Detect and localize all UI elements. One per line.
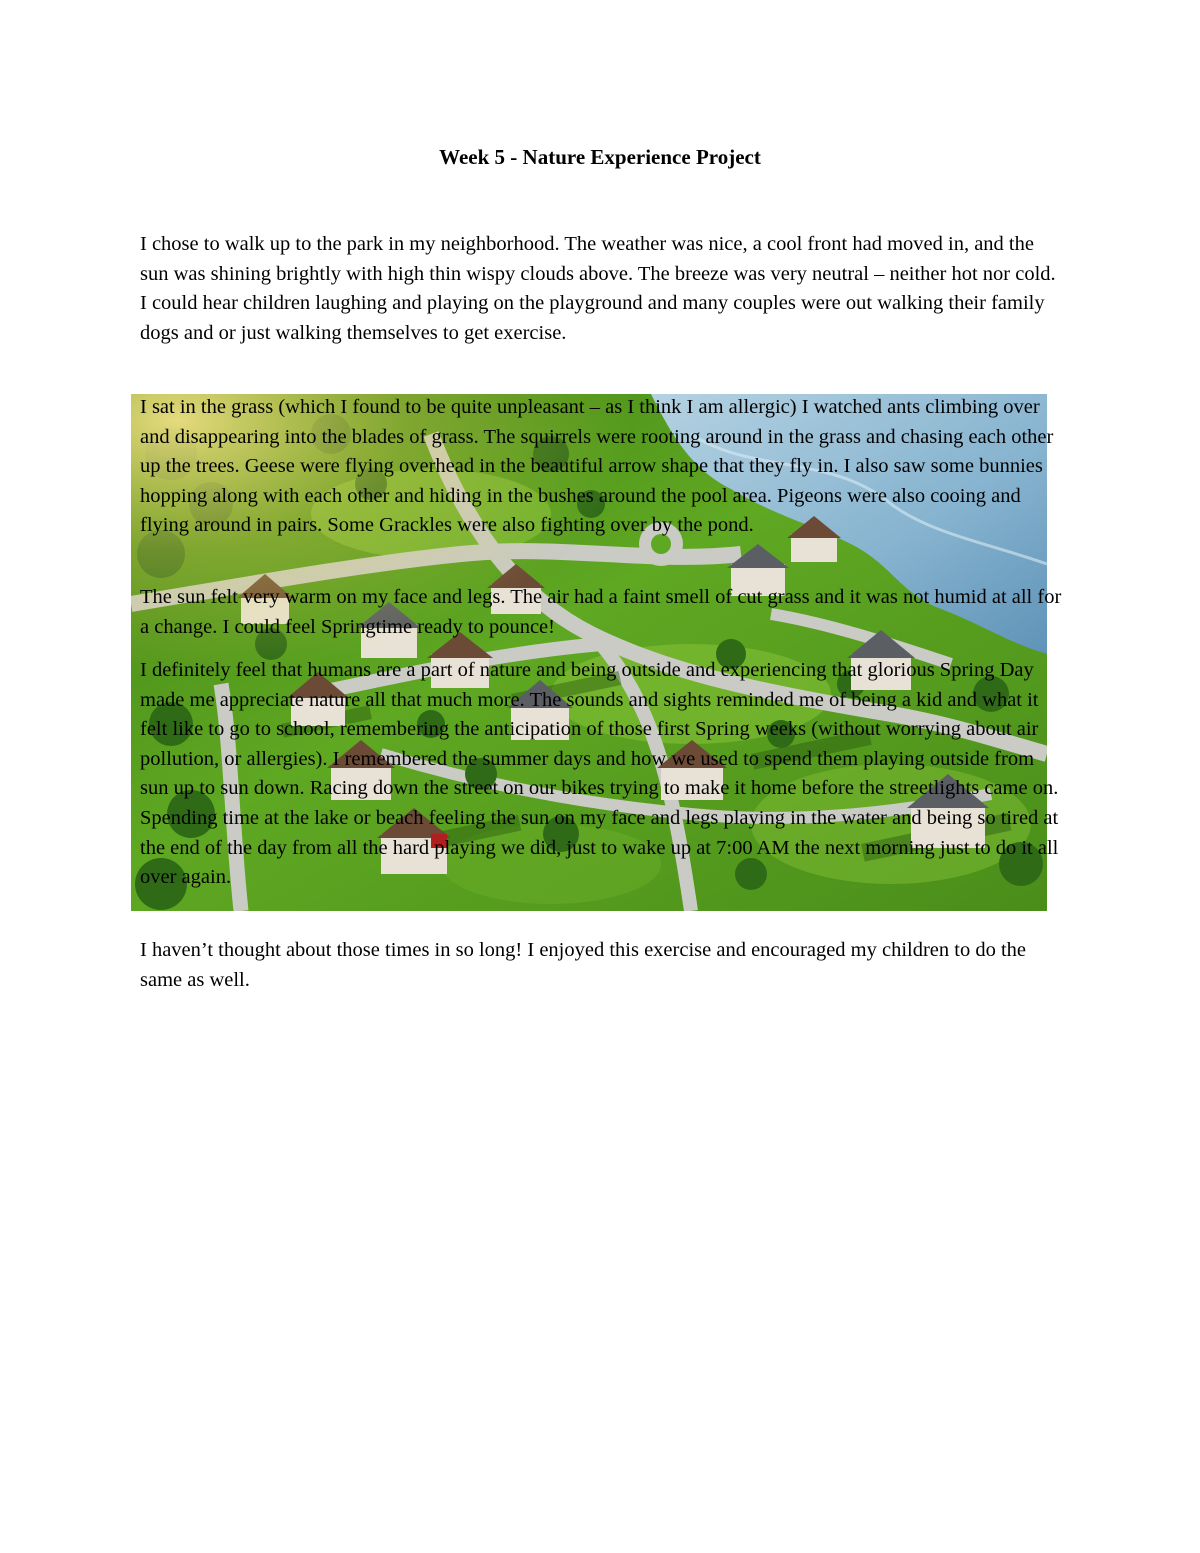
paragraph-park-walk: I chose to walk up to the park in my neighborhood. The weather was nice, a cool front had moved in, and the sun was shining brightly with high thin wispy clouds above. The breeze was very neutral – neither hot nor cold. I could hear children laughing and playing on the playground and many couples were out walking their family dogs and or just walking themselves to get exercise. (140, 233, 1056, 344)
paragraph-reflection: I definitely feel that humans are a part of nature and being outside and experiencing that glorious Spring Day made me appreciate nature all that much more. The sounds and sights reminded me of being a kid and what it felt like to go to school, remembering the anticipation of those first Spring weeks (without worrying about air pollution, or allergies). I remembered the summer days and how we used to spend them playing outside from sun up to sun down. Racing down the street on our bikes trying to make it home before the streetlights came on. Spending time at the lake or beach feeling the sun on my face and legs playing in the water and being so tired at the end of the day from all the hard playing we did, just to wake up at 7:00 AM the next morning just to do it all over again. (140, 659, 1059, 889)
paragraph-sun-warmth: The sun felt very warm on my face and legs. The air had a faint smell of cut grass and it was not humid at all for a change. I could feel Springtime ready to pounce! (140, 586, 1062, 638)
document-title: Week 5 - Nature Experience Project (439, 145, 761, 169)
paragraph-wildlife: I sat in the grass (which I found to be quite unpleasant – as I think I am allergic) I watched ants climbing over and disappearing into the blades of grass. The squirrels were rooting around in the grass and chasing each other up the trees. Geese were flying overhead in the beautiful arrow shape that they fly in. I also saw some bunnies hopping along with each other and hiding in the bushes around the pool area. Pigeons were also cooing and flying around in pairs. Some Grackles were also fighting over by the pond. (140, 396, 1054, 537)
paragraph-conclusion: I haven’t thought about those times in so long! I enjoyed this exercise and encouraged my children to do the same as well. (140, 939, 1027, 991)
